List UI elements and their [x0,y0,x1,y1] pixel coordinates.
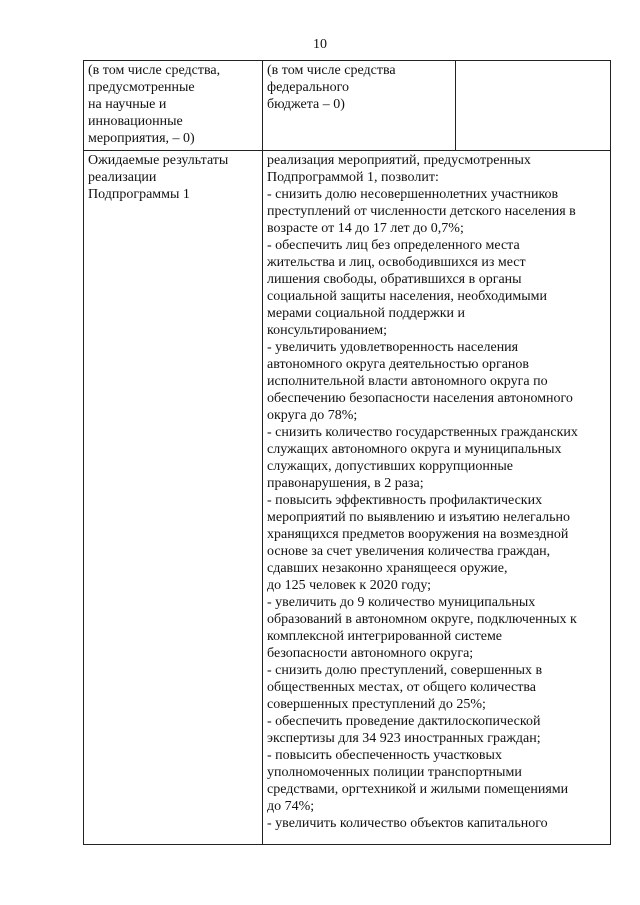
result-line: служащих, допустивших коррупционные [267,459,513,474]
result-line: исполнительной власти автономного округа по [267,374,548,389]
result-line: уполномоченных полиции транспортными [267,765,522,780]
empty-cell [456,61,611,151]
program-table [83,60,611,845]
result-line: хранящихся предметов вооружения на возмездной [267,527,569,542]
result-line: общественных местах, от общего количества [267,680,536,695]
result-line: правонарушения, в 2 раза; [267,476,424,491]
result-line: - увеличить количество объектов капитального [267,816,548,831]
result-line: жительства и лиц, освободившихся из мест [267,255,526,270]
funding-note-line: бюджета – 0) [267,97,345,112]
funding-note-federal-cell [263,61,456,151]
funding-note-line: федерального [267,80,350,95]
result-line: безопасности автономного округа; [267,646,474,661]
result-line: - снизить долю несовершеннолетних участников [267,187,559,202]
result-line: лишения свободы, обратившихся в органы [267,272,522,287]
result-line: - обеспечить проведение дактилоскопической [267,714,541,729]
result-line: преступлений от численности детского населения в [267,204,576,219]
result-line: до 74%; [267,799,315,814]
result-line: обеспечению безопасности населения автономного [267,391,573,406]
result-line: - повысить обеспеченность участковых [267,748,502,763]
funding-note-line: инновационные [88,114,183,129]
result-line: мерами социальной поддержки и [267,306,466,321]
result-line: - увеличить удовлетворенность населения [267,340,519,355]
result-line: возрасте от 14 до 17 лет до 0,7%; [267,221,464,236]
funding-note-line: (в том числе средства, [88,63,221,78]
expected-results-content-cell [263,151,611,845]
result-line: - повысить эффективность профилактических [267,493,543,508]
result-line: - снизить количество государственных гражданских [267,425,578,440]
page-number: 10 [313,37,327,52]
table-row-expected-results [84,151,611,845]
result-line: совершенных преступлений до 25%; [267,697,486,712]
label-line: Подпрограммы 1 [88,187,190,202]
result-line: автономного округа деятельностью органов [267,357,530,372]
expected-results-label-cell [84,151,263,845]
table-row-funding-notes [84,61,611,151]
result-line: образований в автономном округе, подключенных к [267,612,577,627]
result-line: мероприятий по выявлению и изъятию нелегально [267,510,570,525]
result-line: основе за счет увеличения количества граждан, [267,544,551,559]
result-line: служащих автономного округа и муниципальных [267,442,562,457]
funding-note-line: мероприятия, – 0) [88,131,195,146]
result-line: комплексной интегрированной системе [267,629,503,644]
funding-note-science-cell [84,61,263,151]
result-line: средствами, оргтехникой и жилыми помещениями [267,782,569,797]
funding-note-line: на научные и [88,97,167,112]
result-line: экспертизы для 34 923 иностранных граждан; [267,731,541,746]
result-line: реализация мероприятий, предусмотренных [267,153,531,168]
result-line: до 125 человек к 2020 году; [267,578,432,593]
result-line: - снизить долю преступлений, совершенных в [267,663,543,678]
result-line: консультированием; [267,323,388,338]
label-line: реализации [88,170,157,185]
result-line: Подпрограммой 1, позволит: [267,170,439,185]
funding-note-line: предусмотренные [88,80,195,95]
result-line: - обеспечить лиц без определенного места [267,238,520,253]
result-line: сдавших незаконно хранящееся оружие, [267,561,508,576]
result-line: социальной защиты населения, необходимыми [267,289,547,304]
funding-note-line: (в том числе средства [267,63,396,78]
label-line: Ожидаемые результаты [88,153,229,168]
result-line: округа до 78%; [267,408,358,423]
result-line: - увеличить до 9 количество муниципальных [267,595,536,610]
